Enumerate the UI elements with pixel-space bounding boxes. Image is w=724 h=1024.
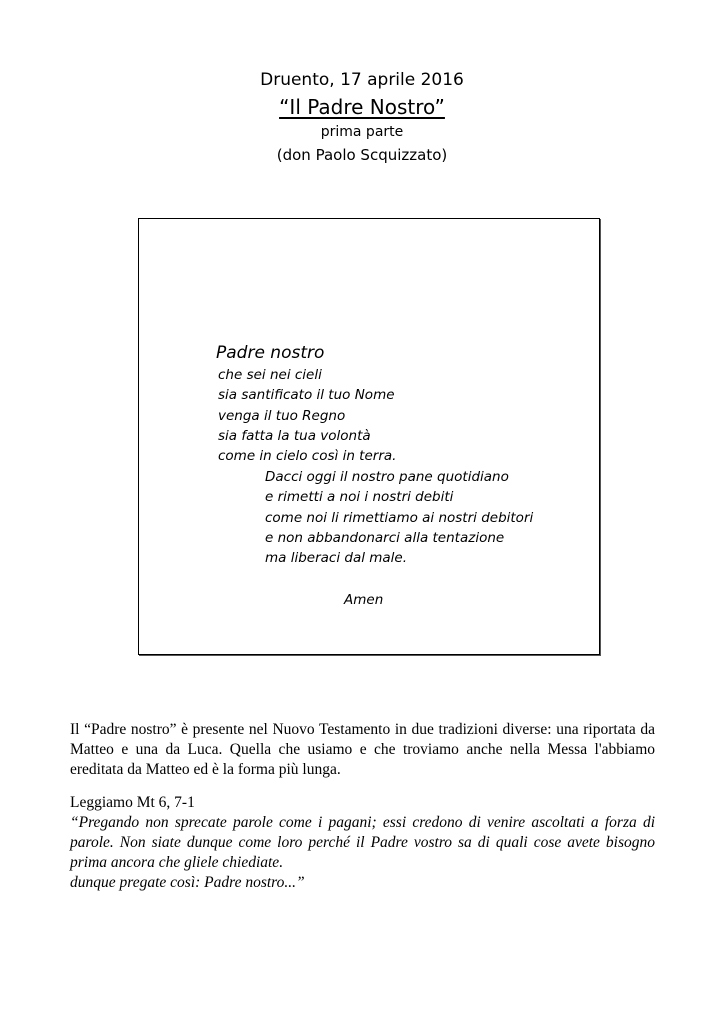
prayer-line-indented: e non abbandonarci alla tentazione: [265, 530, 505, 546]
prayer-line: come in cielo così in terra.: [218, 448, 397, 464]
prayer-line-indented: ma liberaci dal male.: [265, 550, 408, 566]
scripture-quote: “Pregando non sprecate parole come i pagani; essi credono di venire ascoltati a forza di parole. Non siate dunque come loro perché il Padre vostro sa di quali cose avete bisogno prima ancora che gliele chiediate.: [70, 814, 655, 871]
document-title-text: “Il Padre Nostro”: [279, 95, 445, 119]
prayer-line-indented: e rimetti a noi i nostri debiti: [265, 489, 454, 505]
document-subtitle: prima parte: [320, 124, 404, 140]
intro-paragraph: Il “Padre nostro” è presente nel Nuovo Testamento in due tradizioni diverse: una riportata da Matteo e una da Luca. Quella che usiamo e che troviamo anche nella Messa l'abbiamo ereditata da Matteo ed è la forma più lunga.: [70, 721, 655, 778]
document-title: [0, 95, 724, 119]
prayer-line-title: Padre nostro: [216, 343, 325, 363]
prayer-line: che sei nei cieli: [218, 367, 322, 383]
scripture-reference: Leggiamo Mt 6, 7-1: [70, 794, 195, 811]
prayer-line: venga il tuo Regno: [218, 408, 346, 424]
prayer-line-indented: come noi li rimettiamo ai nostri debitori: [265, 510, 534, 526]
prayer-frame: [138, 218, 600, 655]
scripture-section: [70, 793, 655, 893]
document-author: (don Paolo Scquizzato): [276, 146, 448, 164]
prayer-line-indented: Dacci oggi il nostro pane quotidiano: [265, 469, 509, 485]
scripture-quote-end: dunque pregate così: Padre nostro...”: [70, 874, 305, 891]
prayer-line: sia fatta la tua volontà: [218, 428, 371, 444]
document-date: Druento, 17 aprile 2016: [260, 70, 464, 90]
prayer-line: sia santificato il tuo Nome: [218, 387, 395, 403]
prayer-amen: Amen: [344, 592, 384, 608]
